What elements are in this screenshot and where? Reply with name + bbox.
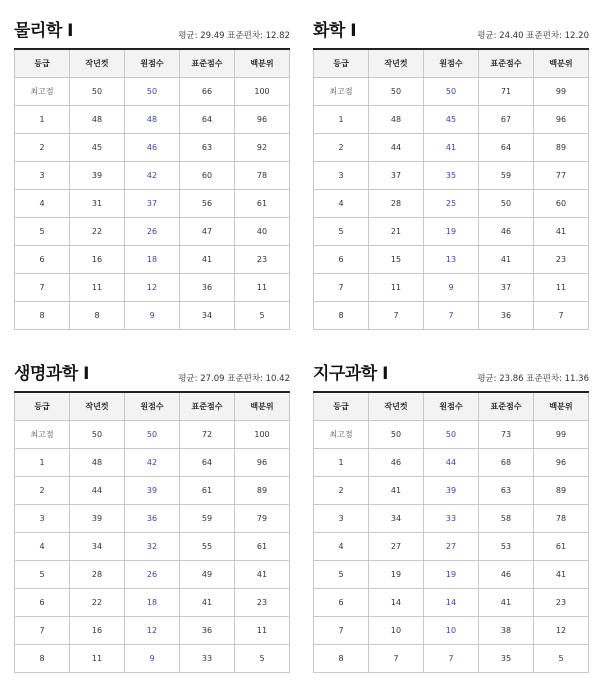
cell-percentile: 92	[235, 133, 290, 161]
cell-last-year-cut: 10	[369, 616, 424, 644]
cell-last-year-cut: 48	[369, 105, 424, 133]
cell-percentile: 79	[235, 504, 290, 532]
cell-grade: 1	[15, 105, 70, 133]
cell-grade: 5	[314, 560, 369, 588]
cell-percentile: 89	[534, 476, 589, 504]
cell-percentile: 96	[534, 448, 589, 476]
column-header-grade: 등급	[314, 392, 369, 420]
cell-raw-score: 13	[424, 245, 479, 273]
cell-grade: 3	[314, 504, 369, 532]
cell-last-year-cut: 39	[70, 161, 125, 189]
cell-grade: 8	[314, 644, 369, 672]
column-header-percentile: 백분위	[235, 49, 290, 77]
table-row	[314, 504, 589, 532]
table-row	[314, 189, 589, 217]
cell-grade: 1	[314, 105, 369, 133]
column-header-percentile: 백분위	[534, 49, 589, 77]
cell-percentile: 12	[534, 616, 589, 644]
table-row	[314, 301, 589, 329]
subject-panel-2	[313, 14, 589, 330]
table-row	[15, 161, 290, 189]
cell-grade: 최고점	[15, 77, 70, 105]
cell-grade: 1	[314, 448, 369, 476]
cell-last-year-cut: 34	[369, 504, 424, 532]
cell-percentile: 78	[534, 504, 589, 532]
cell-percentile: 77	[534, 161, 589, 189]
table-row	[15, 644, 290, 672]
table-header-row	[15, 49, 290, 77]
cell-last-year-cut: 8	[70, 301, 125, 329]
grade-cut-table	[14, 48, 290, 330]
table-header-row	[314, 392, 589, 420]
column-header-standard-score: 표준점수	[479, 392, 534, 420]
cell-last-year-cut: 34	[70, 532, 125, 560]
subject-panel-3	[14, 357, 290, 673]
cell-grade: 최고점	[314, 420, 369, 448]
cell-last-year-cut: 7	[369, 644, 424, 672]
cell-raw-score: 50	[424, 77, 479, 105]
table-header-row	[314, 49, 589, 77]
subject-title: 지구과학 Ⅰ	[313, 364, 388, 384]
cell-standard-score: 55	[180, 532, 235, 560]
cell-standard-score: 61	[180, 476, 235, 504]
cell-last-year-cut: 22	[70, 588, 125, 616]
cell-percentile: 99	[534, 420, 589, 448]
cell-percentile: 23	[534, 245, 589, 273]
column-header-last-year-cut: 작년컷	[70, 392, 125, 420]
cell-standard-score: 67	[479, 105, 534, 133]
cell-raw-score: 18	[125, 588, 180, 616]
panel-header	[313, 357, 589, 391]
cell-standard-score: 60	[180, 161, 235, 189]
cell-last-year-cut: 7	[369, 301, 424, 329]
cell-raw-score: 50	[424, 420, 479, 448]
table-header-row	[15, 392, 290, 420]
cell-percentile: 61	[534, 532, 589, 560]
cell-last-year-cut: 50	[369, 77, 424, 105]
cell-last-year-cut: 11	[70, 644, 125, 672]
cell-grade: 8	[15, 301, 70, 329]
table-row	[15, 245, 290, 273]
cell-last-year-cut: 11	[369, 273, 424, 301]
cell-raw-score: 9	[424, 273, 479, 301]
cell-raw-score: 39	[125, 476, 180, 504]
cell-last-year-cut: 50	[70, 420, 125, 448]
cell-last-year-cut: 44	[70, 476, 125, 504]
cell-percentile: 41	[235, 560, 290, 588]
cell-percentile: 5	[235, 644, 290, 672]
cell-last-year-cut: 14	[369, 588, 424, 616]
cell-raw-score: 39	[424, 476, 479, 504]
cell-last-year-cut: 50	[70, 77, 125, 105]
cell-percentile: 96	[235, 448, 290, 476]
cell-last-year-cut: 16	[70, 245, 125, 273]
cell-last-year-cut: 50	[369, 420, 424, 448]
cell-last-year-cut: 45	[70, 133, 125, 161]
cell-raw-score: 48	[125, 105, 180, 133]
column-header-standard-score: 표준점수	[479, 49, 534, 77]
column-header-standard-score: 표준점수	[180, 392, 235, 420]
cell-grade: 4	[314, 532, 369, 560]
cell-raw-score: 12	[125, 273, 180, 301]
cell-raw-score: 41	[424, 133, 479, 161]
cell-standard-score: 36	[180, 616, 235, 644]
cell-grade: 4	[15, 532, 70, 560]
cell-standard-score: 41	[479, 245, 534, 273]
cell-standard-score: 53	[479, 532, 534, 560]
table-row	[314, 77, 589, 105]
cell-percentile: 89	[534, 133, 589, 161]
cell-percentile: 61	[235, 532, 290, 560]
cell-standard-score: 66	[180, 77, 235, 105]
table-row	[15, 420, 290, 448]
cell-raw-score: 25	[424, 189, 479, 217]
cell-grade: 2	[15, 133, 70, 161]
table-row	[15, 532, 290, 560]
cell-raw-score: 26	[125, 217, 180, 245]
table-row	[314, 532, 589, 560]
table-row	[15, 77, 290, 105]
cell-raw-score: 19	[424, 560, 479, 588]
column-header-raw-score: 원점수	[424, 49, 479, 77]
cell-raw-score: 33	[424, 504, 479, 532]
table-row	[314, 273, 589, 301]
cell-standard-score: 71	[479, 77, 534, 105]
column-header-last-year-cut: 작년컷	[70, 49, 125, 77]
cell-raw-score: 9	[125, 301, 180, 329]
cell-raw-score: 44	[424, 448, 479, 476]
cell-grade: 3	[15, 504, 70, 532]
cell-grade: 2	[15, 476, 70, 504]
cell-grade: 7	[314, 273, 369, 301]
cell-grade: 7	[15, 616, 70, 644]
table-row	[314, 644, 589, 672]
cell-grade: 5	[314, 217, 369, 245]
cell-last-year-cut: 28	[369, 189, 424, 217]
cell-percentile: 100	[235, 77, 290, 105]
table-row	[314, 588, 589, 616]
cell-standard-score: 36	[180, 273, 235, 301]
cell-grade: 6	[15, 245, 70, 273]
column-header-raw-score: 원점수	[424, 392, 479, 420]
column-header-percentile: 백분위	[235, 392, 290, 420]
cell-standard-score: 56	[180, 189, 235, 217]
cell-last-year-cut: 15	[369, 245, 424, 273]
table-row	[15, 560, 290, 588]
cell-percentile: 78	[235, 161, 290, 189]
cell-grade: 2	[314, 476, 369, 504]
subject-panel-4	[313, 357, 589, 673]
cell-standard-score: 49	[180, 560, 235, 588]
cell-standard-score: 36	[479, 301, 534, 329]
cell-raw-score: 32	[125, 532, 180, 560]
cell-percentile: 23	[534, 588, 589, 616]
cell-grade: 7	[15, 273, 70, 301]
cell-raw-score: 7	[424, 644, 479, 672]
cell-standard-score: 37	[479, 273, 534, 301]
cell-percentile: 40	[235, 217, 290, 245]
table-row	[15, 616, 290, 644]
cell-raw-score: 37	[125, 189, 180, 217]
cell-grade: 5	[15, 560, 70, 588]
cell-last-year-cut: 31	[70, 189, 125, 217]
subject-title: 화학 Ⅰ	[313, 21, 357, 41]
cell-percentile: 100	[235, 420, 290, 448]
cell-standard-score: 33	[180, 644, 235, 672]
column-header-raw-score: 원점수	[125, 392, 180, 420]
cell-percentile: 7	[534, 301, 589, 329]
cell-percentile: 5	[534, 644, 589, 672]
cell-standard-score: 63	[479, 476, 534, 504]
cell-grade: 8	[15, 644, 70, 672]
cell-grade: 4	[314, 189, 369, 217]
cell-standard-score: 47	[180, 217, 235, 245]
cell-standard-score: 41	[180, 245, 235, 273]
grade-cut-table	[14, 391, 290, 673]
table-row	[15, 217, 290, 245]
cell-standard-score: 46	[479, 217, 534, 245]
subject-panel-1	[14, 14, 290, 330]
cell-last-year-cut: 46	[369, 448, 424, 476]
cell-standard-score: 73	[479, 420, 534, 448]
cell-grade: 6	[15, 588, 70, 616]
cell-last-year-cut: 16	[70, 616, 125, 644]
subject-title: 생명과학 Ⅰ	[14, 364, 89, 384]
cell-standard-score: 64	[479, 133, 534, 161]
cell-standard-score: 46	[479, 560, 534, 588]
table-row	[314, 560, 589, 588]
cell-grade: 1	[15, 448, 70, 476]
table-row	[314, 245, 589, 273]
cell-percentile: 99	[534, 77, 589, 105]
column-header-percentile: 백분위	[534, 392, 589, 420]
table-row	[15, 504, 290, 532]
subject-stats: 평균: 24.40 표준편차: 12.20	[477, 31, 589, 41]
cell-standard-score: 41	[479, 588, 534, 616]
subject-title: 물리학 Ⅰ	[14, 21, 74, 41]
column-header-grade: 등급	[314, 49, 369, 77]
cell-percentile: 89	[235, 476, 290, 504]
cell-last-year-cut: 27	[369, 532, 424, 560]
cell-standard-score: 35	[479, 644, 534, 672]
cell-standard-score: 34	[180, 301, 235, 329]
cell-percentile: 41	[534, 560, 589, 588]
table-row	[314, 161, 589, 189]
table-row	[15, 588, 290, 616]
cell-grade: 3	[15, 161, 70, 189]
cell-raw-score: 27	[424, 532, 479, 560]
cell-raw-score: 7	[424, 301, 479, 329]
panel-header	[313, 14, 589, 48]
cell-grade: 최고점	[15, 420, 70, 448]
cell-grade: 7	[314, 616, 369, 644]
cell-raw-score: 9	[125, 644, 180, 672]
cell-percentile: 96	[235, 105, 290, 133]
table-row	[314, 476, 589, 504]
table-row	[15, 189, 290, 217]
cell-last-year-cut: 28	[70, 560, 125, 588]
column-header-grade: 등급	[15, 392, 70, 420]
cell-last-year-cut: 48	[70, 448, 125, 476]
cell-standard-score: 59	[479, 161, 534, 189]
cell-standard-score: 50	[479, 189, 534, 217]
table-row	[314, 616, 589, 644]
subject-stats: 평균: 23.86 표준편차: 11.36	[477, 374, 589, 384]
table-row	[314, 105, 589, 133]
cell-percentile: 96	[534, 105, 589, 133]
cell-percentile: 23	[235, 245, 290, 273]
cell-raw-score: 12	[125, 616, 180, 644]
cell-standard-score: 68	[479, 448, 534, 476]
cell-standard-score: 58	[479, 504, 534, 532]
panel-header	[14, 357, 290, 391]
cell-percentile: 23	[235, 588, 290, 616]
table-row	[314, 217, 589, 245]
subject-stats: 평균: 27.09 표준편차: 10.42	[178, 374, 290, 384]
table-row	[15, 105, 290, 133]
cell-last-year-cut: 22	[70, 217, 125, 245]
cell-standard-score: 41	[180, 588, 235, 616]
cell-percentile: 5	[235, 301, 290, 329]
cell-standard-score: 38	[479, 616, 534, 644]
cell-percentile: 41	[534, 217, 589, 245]
cell-raw-score: 35	[424, 161, 479, 189]
grade-cut-table	[313, 48, 589, 330]
cell-percentile: 11	[235, 273, 290, 301]
cell-last-year-cut: 11	[70, 273, 125, 301]
cell-raw-score: 36	[125, 504, 180, 532]
cell-raw-score: 50	[125, 420, 180, 448]
cell-standard-score: 63	[180, 133, 235, 161]
table-row	[15, 273, 290, 301]
cell-last-year-cut: 41	[369, 476, 424, 504]
table-row	[15, 448, 290, 476]
cell-last-year-cut: 21	[369, 217, 424, 245]
panel-header	[14, 14, 290, 48]
cell-last-year-cut: 37	[369, 161, 424, 189]
cell-raw-score: 45	[424, 105, 479, 133]
cell-percentile: 11	[534, 273, 589, 301]
cell-last-year-cut: 19	[369, 560, 424, 588]
table-row	[314, 420, 589, 448]
cell-grade: 5	[15, 217, 70, 245]
cell-raw-score: 46	[125, 133, 180, 161]
cell-raw-score: 14	[424, 588, 479, 616]
cell-percentile: 61	[235, 189, 290, 217]
table-row	[314, 133, 589, 161]
cell-grade: 8	[314, 301, 369, 329]
cell-last-year-cut: 44	[369, 133, 424, 161]
cell-raw-score: 42	[125, 448, 180, 476]
cell-raw-score: 26	[125, 560, 180, 588]
cell-last-year-cut: 39	[70, 504, 125, 532]
cell-grade: 6	[314, 588, 369, 616]
table-row	[15, 476, 290, 504]
cell-raw-score: 42	[125, 161, 180, 189]
column-header-raw-score: 원점수	[125, 49, 180, 77]
cell-standard-score: 59	[180, 504, 235, 532]
cell-raw-score: 10	[424, 616, 479, 644]
column-header-grade: 등급	[15, 49, 70, 77]
cell-standard-score: 72	[180, 420, 235, 448]
cell-percentile: 11	[235, 616, 290, 644]
cell-grade: 2	[314, 133, 369, 161]
table-row	[15, 133, 290, 161]
column-header-last-year-cut: 작년컷	[369, 49, 424, 77]
column-header-standard-score: 표준점수	[180, 49, 235, 77]
cell-raw-score: 50	[125, 77, 180, 105]
subject-stats: 평균: 29.49 표준편차: 12.82	[178, 31, 290, 41]
cell-grade: 4	[15, 189, 70, 217]
grade-cut-table	[313, 391, 589, 673]
column-header-last-year-cut: 작년컷	[369, 392, 424, 420]
cell-standard-score: 64	[180, 105, 235, 133]
cell-raw-score: 19	[424, 217, 479, 245]
cell-percentile: 60	[534, 189, 589, 217]
cell-standard-score: 64	[180, 448, 235, 476]
cell-last-year-cut: 48	[70, 105, 125, 133]
cell-grade: 최고점	[314, 77, 369, 105]
cell-grade: 3	[314, 161, 369, 189]
cell-grade: 6	[314, 245, 369, 273]
table-row	[15, 301, 290, 329]
cell-raw-score: 18	[125, 245, 180, 273]
table-row	[314, 448, 589, 476]
